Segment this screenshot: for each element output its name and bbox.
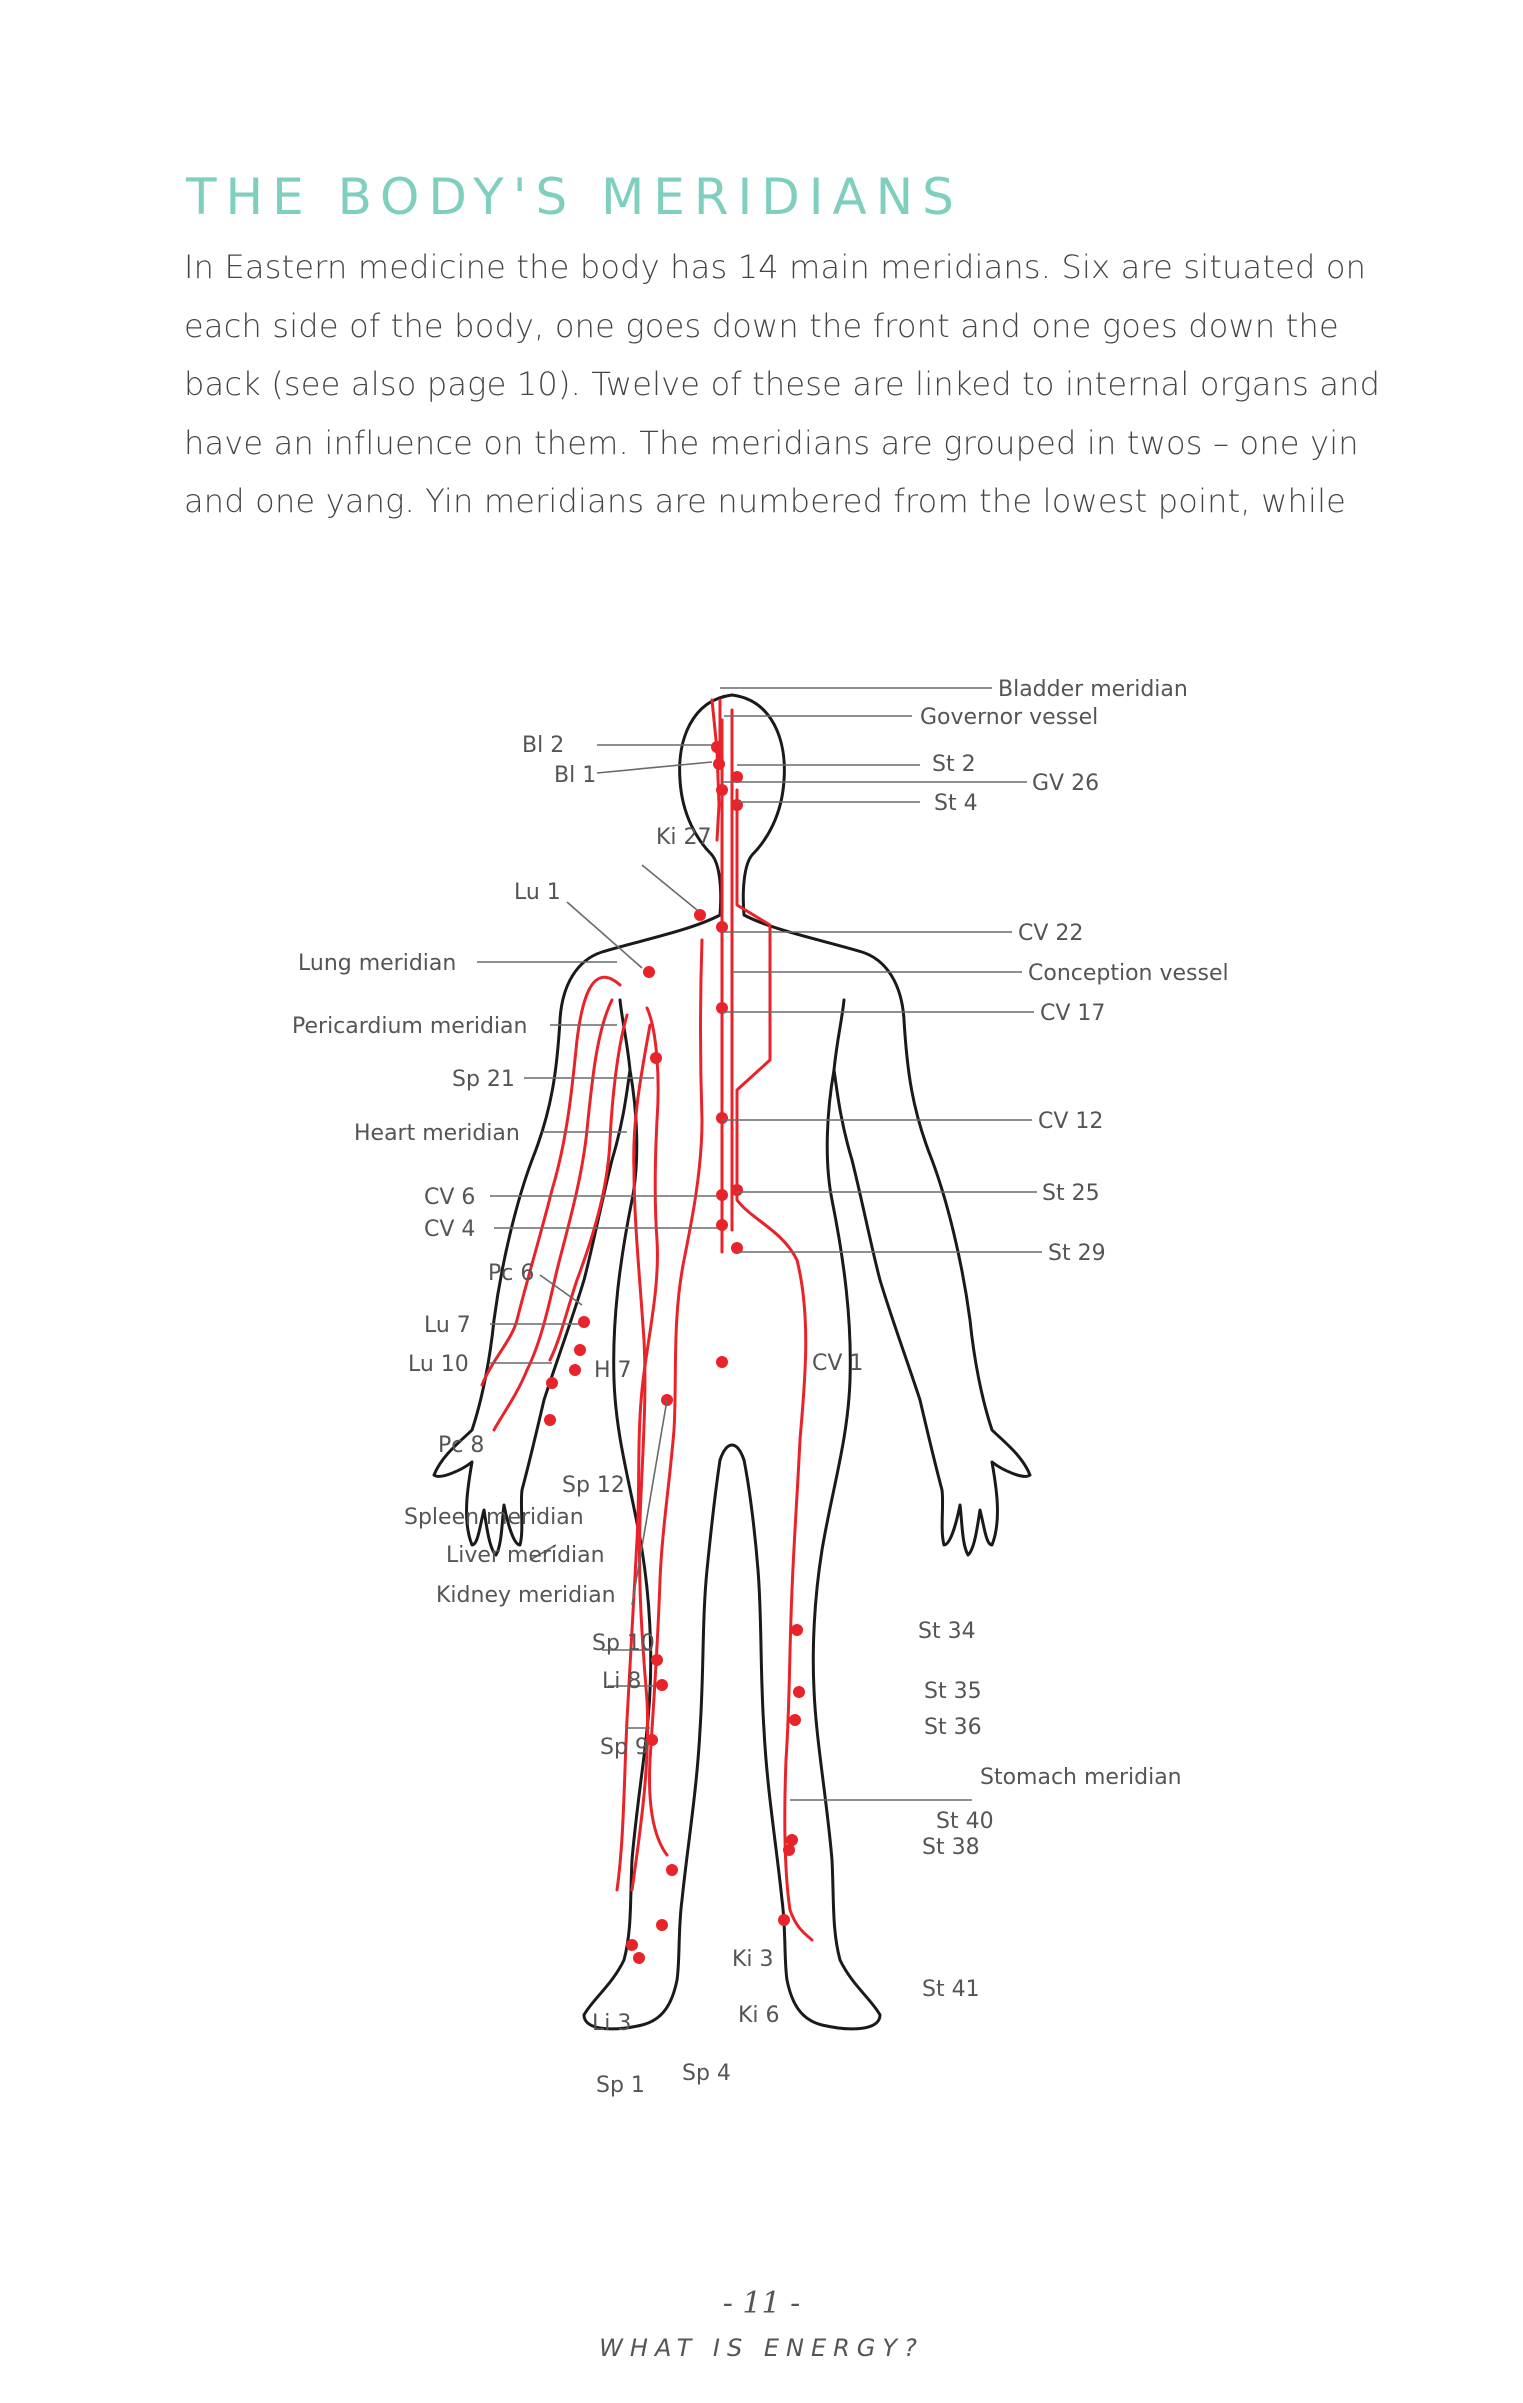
label-st35: St 35 (924, 1679, 982, 1704)
intro-paragraph (184, 238, 1381, 531)
paragraph-line: have an influence on them. The meridians are grouped in twos – one yin (184, 423, 1359, 462)
page-heading: THE BODY'S MERIDIANS (186, 168, 963, 226)
label-cv17: CV 17 (1040, 1001, 1106, 1026)
label-st34: St 34 (918, 1619, 976, 1644)
label-kidney-meridian: Kidney meridian (436, 1583, 616, 1608)
label-liver-meridian: Liver meridian (446, 1543, 605, 1568)
paragraph-line: and one yang. Yin meridians are numbered from the lowest point, while (184, 482, 1347, 520)
label-st40: St 40 (936, 1809, 994, 1834)
label-bladder-meridian: Bladder meridian (998, 677, 1188, 702)
label-cv4: CV 4 (424, 1217, 476, 1242)
label-bl2: Bl 2 (522, 733, 565, 758)
label-spleen-meridian: Spleen meridian (404, 1505, 584, 1530)
label-cv12: CV 12 (1038, 1109, 1104, 1134)
label-sp1: Sp 1 (596, 2073, 645, 2098)
meridian-diagram (172, 640, 1362, 2120)
paragraph-line: back (see also page 10). Twelve of these are linked to internal organs and (184, 365, 1381, 403)
label-ki3: Ki 3 (732, 1947, 774, 1972)
label-ki27: Ki 27 (656, 825, 712, 850)
label-st25: St 25 (1042, 1181, 1100, 1206)
label-st4: St 4 (934, 791, 978, 816)
label-st38: St 38 (922, 1835, 980, 1860)
label-cv6: CV 6 (424, 1185, 476, 1210)
paragraph-line: each side of the body, one goes down the front and one goes down the (184, 306, 1339, 345)
label-cv1: CV 1 (812, 1351, 864, 1376)
running-title: WHAT IS ENERGY? (599, 2334, 924, 2362)
label-li3: Li 3 (592, 2011, 632, 2036)
label-sp21: Sp 21 (452, 1067, 515, 1092)
label-pc8: Pc 8 (438, 1433, 485, 1458)
label-stomach-meridian: Stomach meridian (980, 1765, 1182, 1790)
label-lu1: Lu 1 (514, 880, 561, 905)
label-heart-meridian: Heart meridian (354, 1121, 520, 1146)
label-st29: St 29 (1048, 1241, 1106, 1266)
paragraph-line: In Eastern medicine the body has 14 main meridians. Six are situated on (184, 248, 1367, 286)
label-governor-vessel: Governor vessel (920, 705, 1099, 730)
label-pericardium-meridian: Pericardium meridian (292, 1014, 528, 1039)
label-li8: Li 8 (602, 1669, 642, 1694)
label-sp4: Sp 4 (682, 2061, 731, 2086)
label-sp10: Sp 10 (592, 1631, 655, 1656)
label-cv22: CV 22 (1018, 921, 1084, 946)
label-st2: St 2 (932, 752, 976, 777)
label-ki6: Ki 6 (738, 2003, 780, 2028)
label-lu10: Lu 10 (408, 1352, 469, 1377)
label-h7: H 7 (594, 1358, 632, 1383)
label-lung-meridian: Lung meridian (298, 951, 457, 976)
label-conception-vessel: Conception vessel (1028, 961, 1229, 986)
label-st36: St 36 (924, 1715, 982, 1740)
label-lu7: Lu 7 (424, 1313, 471, 1338)
label-sp9: Sp 9 (600, 1735, 649, 1760)
page-number: - 11 - (722, 2286, 801, 2321)
label-gv26: GV 26 (1032, 771, 1100, 796)
label-sp12: Sp 12 (562, 1473, 625, 1498)
label-bl1: Bl 1 (554, 763, 597, 788)
label-pc6: Pc 6 (488, 1261, 535, 1286)
label-st41: St 41 (922, 1977, 980, 2002)
